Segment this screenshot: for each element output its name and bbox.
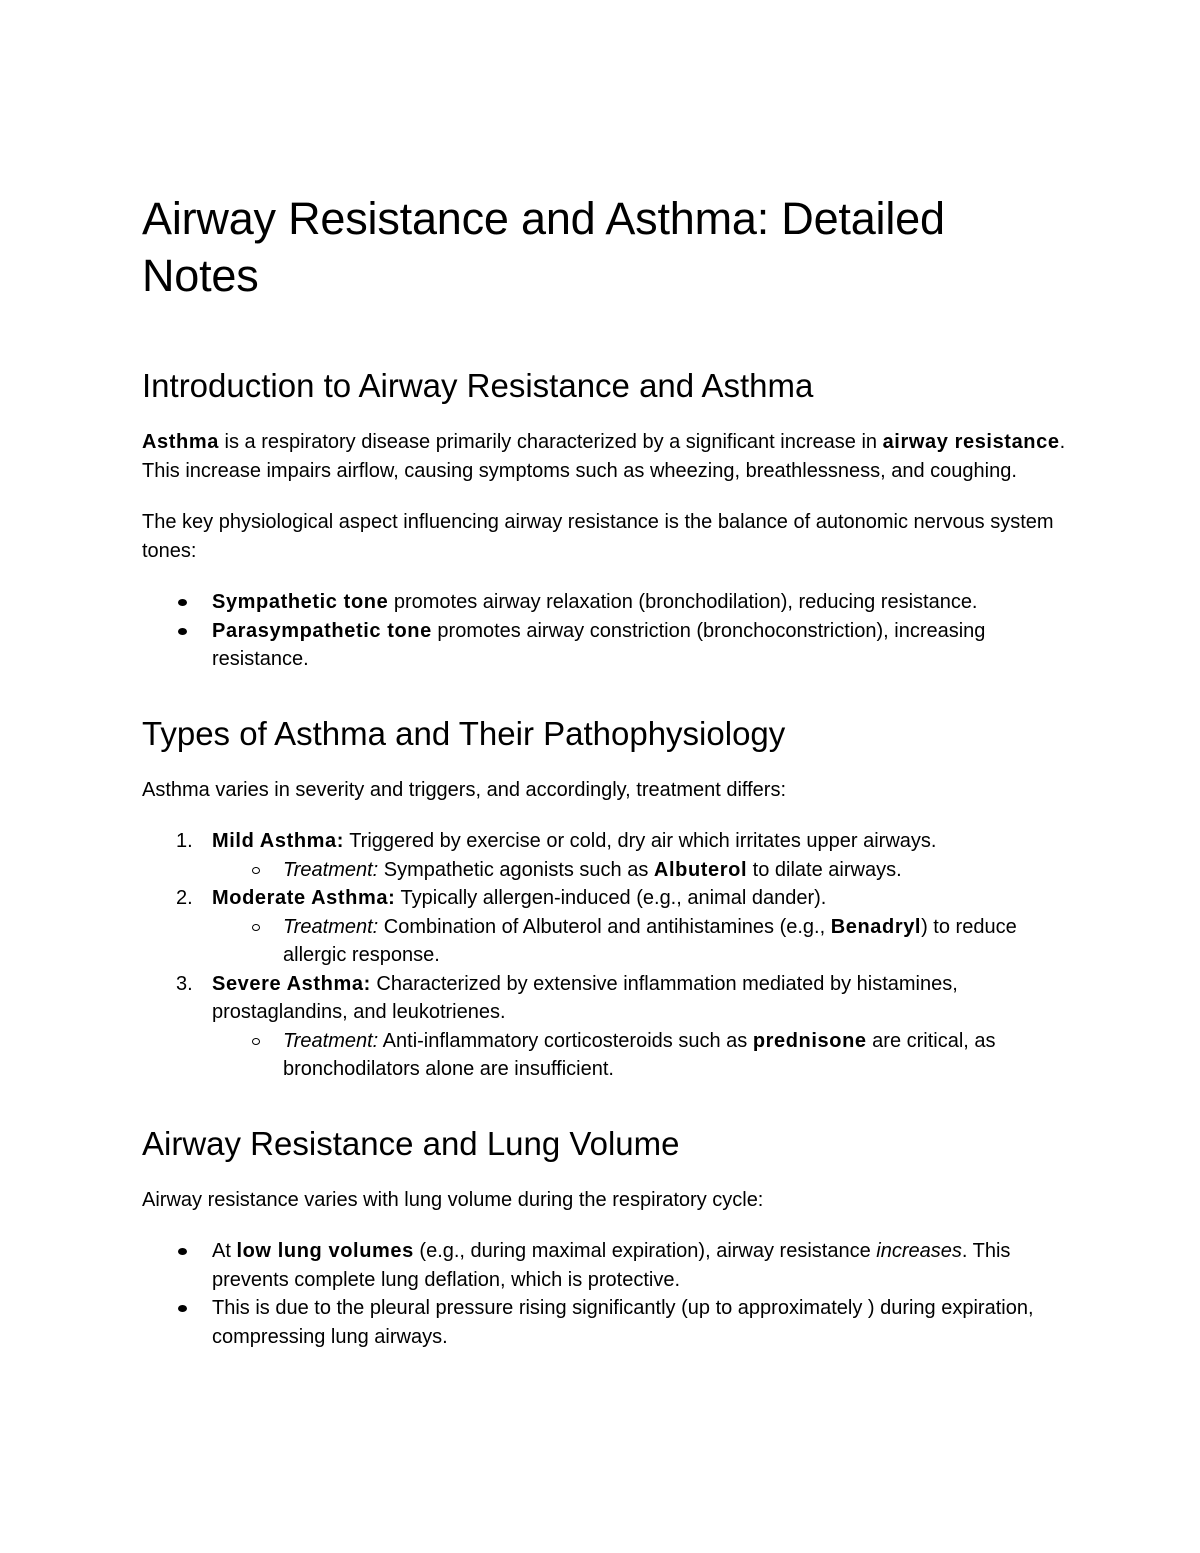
list-item: 2. Moderate Asthma: Typically allergen-induced (e.g., animal dander). Treatment: Combination of Albuterol and antihistamines (e.g., Benadryl) to reduce allergic response. <box>142 884 1072 970</box>
types-intro: Asthma varies in severity and triggers, and accordingly, treatment differs: <box>142 778 786 801</box>
bullet-icon <box>178 599 187 606</box>
bold-term: Asthma <box>142 431 219 453</box>
tone-list <box>142 588 1072 674</box>
list-item: At low lung volumes (e.g., during maximal expiration), airway resistance increases. This prevents complete lung deflation, which is protective. <box>142 1237 1072 1294</box>
list-number: 2. <box>176 887 193 909</box>
treatment-sublist <box>212 1027 1072 1084</box>
volume-intro: Airway resistance varies with lung volume during the respiratory cycle: <box>142 1188 764 1211</box>
bullet-icon <box>178 1305 187 1312</box>
list-item: Treatment: Anti-inflammatory corticosteroids such as prednisone are critical, as bronchodilators alone are insufficient. <box>212 1027 1072 1084</box>
circle-bullet-icon <box>252 924 260 931</box>
treatment-sublist <box>212 856 1072 885</box>
list-number: 3. <box>176 972 193 995</box>
section-heading-types: Types of Asthma and Their Pathophysiology <box>142 714 786 752</box>
list-item: Sympathetic tone promotes airway relaxation (bronchodilation), reducing resistance. <box>142 588 1072 617</box>
list-number: 1. <box>176 830 193 852</box>
bullet-icon <box>178 1248 187 1255</box>
list-item: Parasympathetic tone promotes airway constriction (bronchoconstriction), increasing resistance. <box>142 617 1072 674</box>
bold-term: airway resistance <box>882 431 1060 453</box>
section-heading-volume: Airway Resistance and Lung Volume <box>142 1124 680 1162</box>
list-item: This is due to the pleural pressure rising significantly (up to approximately ) during expiration, compressing lung airways. <box>142 1294 1072 1351</box>
asthma-types-list <box>142 827 1072 1084</box>
list-item: Treatment: Sympathetic agonists such as Albuterol to dilate airways. <box>212 856 1072 885</box>
volume-list <box>142 1237 1072 1351</box>
list-item: 1. Mild Asthma: Triggered by exercise or cold, dry air which irritates upper airways. Treatment: Sympathetic agonists such as Albuterol to dilate airways. <box>142 827 1072 884</box>
document-page <box>142 190 1072 1391</box>
list-item: 3. Severe Asthma: Characterized by extensive inflammation mediated by histamines, prostaglandins, and leukotrienes. Treatment: Anti-inflammatory corticosteroids such as prednisone are critical, as bronchodilators alone are insufficient. <box>142 970 1072 1084</box>
circle-bullet-icon <box>252 1038 260 1045</box>
treatment-sublist <box>212 913 1072 970</box>
bullet-icon <box>178 628 187 635</box>
circle-bullet-icon <box>252 867 260 874</box>
intro-paragraph-1: Asthma is a respiratory disease primarily characterized by a significant increase in airway resistance. This increase impairs airflow, causing symptoms such as wheezing, breathlessness, and coughing. <box>142 431 1066 482</box>
document-title: Airway Resistance and Asthma: Detailed Notes <box>142 193 945 301</box>
intro-paragraph-2: The key physiological aspect influencing airway resistance is the balance of autonomic nervous system tones: <box>142 511 1054 562</box>
section-heading-intro: Introduction to Airway Resistance and Asthma <box>142 367 814 404</box>
list-item: Treatment: Combination of Albuterol and antihistamines (e.g., Benadryl) to reduce allergic response. <box>212 913 1072 970</box>
